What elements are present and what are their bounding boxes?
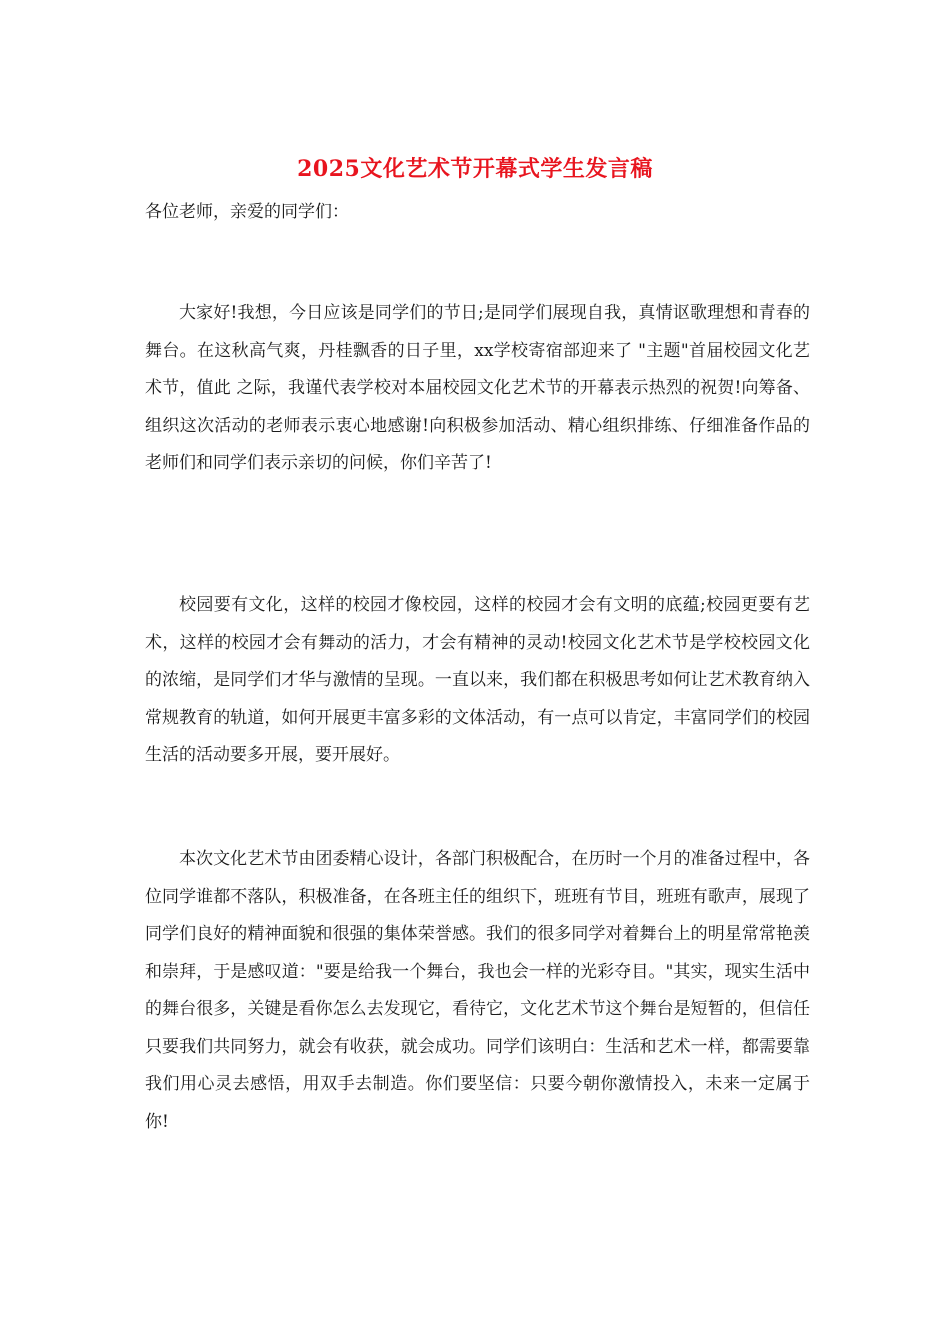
paragraph-1: 大家好!我想，今日应该是同学们的节日;是同学们展现自我，真情讴歌理想和青春的舞台。在这秋高气爽，丹桂飘香的日子里，xx学校寄宿部迎来了 "主题"首届校园文化艺术节，值此 之际，我谨代表学校对本届校园文化艺术节的开幕表示热烈的祝贺!向筹备、组织这次活动的老师表示衷心地感谢!向积极参加活动、精心组织排练、仔细准备作品的老师们和同学们表示亲切的问候，你们辛苦了! — [145, 303, 810, 473]
paragraph-3: 本次文化艺术节由团委精心设计，各部门积极配合，在历时一个月的准备过程中，各位同学谁都不落队，积极准备，在各班主任的组织下，班班有节目，班班有歌声，展现了同学们良好的精神面貌和很强的集体荣誉感。我们的很多同学对着舞台上的明星常常艳羡和崇拜，于是感叹道："要是给我一个舞台，我也会一样的光彩夺目。"其实，现实生活中的舞台很多，关键是看你怎么去发现它，看待它，文化艺术节这个舞台是短暂的，但信任只要我们共同努力，就会有收获，就会成功。同学们该明白：生活和艺术一样，都需要靠我们用心灵去感悟，用双手去制造。你们要坚信：只要今朝你激情投入，未来一定属于你! — [145, 849, 810, 1132]
paragraph-2: 校园要有文化，这样的校园才像校园，这样的校园才会有文明的底蕴;校园更要有艺术，这样的校园才会有舞动的活力，才会有精神的灵动!校园文化艺术节是学校校园文化的浓缩，是同学们才华与激情的呈现。一直以来，我们都在积极思考如何让艺术教育纳入常规教育的轨道，如何开展更丰富多彩的文体活动，有一点可以肯定，丰富同学们的校园生活的活动要多开展，要开展好。 — [145, 595, 810, 765]
greeting-line: 各位老师，亲爱的同学们： — [145, 202, 349, 222]
document-title: 2025文化艺术节开幕式学生发言稿 — [297, 156, 653, 182]
